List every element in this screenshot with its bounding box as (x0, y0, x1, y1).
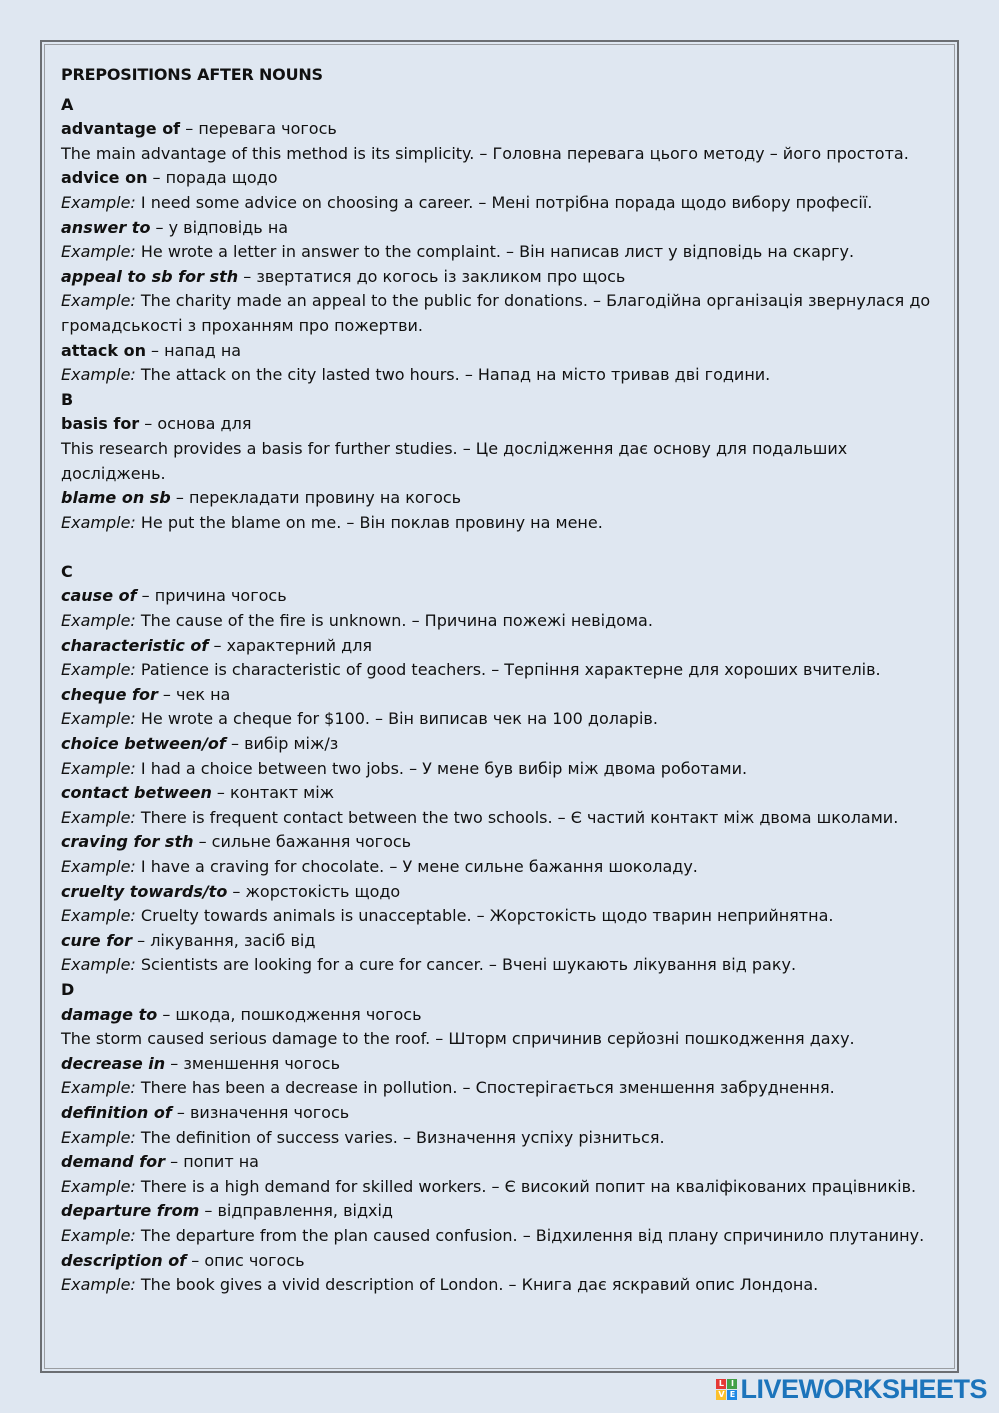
entry-example (61, 289, 941, 338)
example-text: The departure from the plan caused confusion. – Відхилення від плану спричинило плутанину. (135, 1225, 925, 1245)
section-letter: D (61, 979, 75, 999)
entry-heading (61, 584, 941, 609)
example-text: There is a high demand for skilled workers. – Є високий попит на кваліфікованих працівників. (135, 1176, 917, 1196)
entry-example (61, 1175, 941, 1200)
entry-translation: – причина чогось (136, 586, 287, 606)
entry-example (61, 1126, 941, 1151)
example-text: Patience is characteristic of good teachers. – Терпіння характерне для хороших вчителів. (135, 660, 881, 680)
example-text: He put the blame on me. – Він поклав провину на мене. (135, 512, 603, 532)
entry-heading (61, 117, 941, 142)
entry-term: description of (61, 1250, 187, 1270)
entry-translation: – перекладати провину на когось (170, 488, 462, 508)
entry-example (61, 707, 941, 732)
entry-term: contact between (61, 783, 212, 803)
entry-example (61, 953, 941, 978)
entry-heading (61, 781, 941, 806)
entry-heading (61, 265, 941, 290)
example-label: Example: (61, 709, 136, 729)
entry-translation: – визначення чогось (171, 1102, 350, 1122)
entry-translation: – жорстокість щодо (227, 881, 401, 901)
entry-translation: – зменшення чогось (165, 1053, 340, 1073)
example-label: Example: (61, 758, 136, 778)
logo-tile: L (716, 1379, 726, 1389)
entry-heading (61, 830, 941, 855)
example-label: Example: (61, 906, 136, 926)
entry-term: appeal to sb for sth (61, 266, 239, 286)
entry-heading (61, 880, 941, 905)
entry-heading (61, 339, 941, 364)
example-label: Example: (61, 857, 136, 876)
example-text: The definition of success varies. – Визначення успіху різниться. (135, 1127, 665, 1147)
entry-example (61, 855, 941, 880)
entry-heading (61, 634, 941, 659)
entry-term: advice on (61, 168, 148, 188)
entry-example (61, 1076, 941, 1101)
worksheet-content (61, 63, 941, 1298)
entry-heading (61, 1249, 941, 1274)
entry-translation: – у відповідь на (150, 217, 289, 237)
entry-translation: – опис чогось (186, 1250, 305, 1270)
example-label: Example: (61, 242, 136, 262)
example-label: Example: (61, 660, 136, 680)
example-text: I have a craving for chocolate. – У мене сильне бажання шоколаду. (135, 857, 698, 876)
example-text: The attack on the city lasted two hours. – Напад на місто тривав дві години. (135, 365, 771, 385)
section-letter: C (61, 561, 73, 581)
entry-heading (61, 1052, 941, 1077)
entry-example (61, 1027, 941, 1052)
entry-example (61, 1273, 941, 1298)
example-text: There has been a decrease in pollution. – Спостерігається зменшення забруднення. (135, 1078, 835, 1098)
entry-term: cruelty towards/to (61, 881, 228, 901)
entry-term: demand for (61, 1152, 166, 1172)
section-spacer (61, 535, 941, 560)
entry-example (61, 240, 941, 265)
entry-translation: – вибір між/з (225, 734, 339, 754)
entry-term: choice between/of (61, 734, 226, 754)
section-letter: B (61, 389, 74, 409)
entry-term: characteristic of (61, 635, 209, 655)
brand-text: LIVEWORKSHEETS (740, 1374, 987, 1404)
entry-heading (61, 216, 941, 241)
entry-term: damage to (61, 1004, 158, 1024)
example-label: Example: (61, 1127, 136, 1147)
entry-example (61, 437, 941, 486)
entry-example (61, 806, 941, 831)
example-text: There is frequent contact between the two schools. – Є частий контакт між двома школами. (135, 807, 899, 827)
liveworksheets-logo-icon (716, 1379, 737, 1400)
entry-translation: – шкода, пошкодження чогось (157, 1004, 422, 1024)
entry-translation: – перевага чогось (180, 119, 337, 139)
entry-term: answer to (61, 217, 151, 237)
entry-term: advantage of (61, 119, 181, 139)
entry-term: cause of (61, 586, 137, 606)
entry-heading (61, 1101, 941, 1126)
entry-term: basis for (61, 414, 140, 434)
example-text: He wrote a cheque for $100. – Він виписав чек на 100 доларів. (135, 709, 658, 729)
example-label: Example: (61, 807, 136, 827)
entry-term: definition of (61, 1102, 172, 1122)
entry-example (61, 658, 941, 683)
example-label: Example: (61, 1225, 136, 1245)
logo-tile: I (727, 1379, 737, 1389)
entry-term: cure for (61, 930, 133, 950)
example-text: I had a choice between two jobs. – У мене був вибір між двома роботами. (135, 758, 748, 778)
example-text: I need some advice on choosing a career. – Мені потрібна порада щодо вибору професії. (135, 192, 873, 212)
entry-example (61, 142, 941, 167)
example-label: Example: (61, 365, 136, 385)
entry-term: cheque for (61, 684, 158, 704)
example-text: This research provides a basis for further studies. – Це дослідження дає основу для подальших досліджень. (61, 438, 848, 483)
example-text: Scientists are looking for a cure for cancer. – Вчені шукають лікування від раку. (135, 955, 797, 975)
logo-tile: E (727, 1390, 737, 1400)
entry-heading (61, 486, 941, 511)
section-letter: A (61, 94, 74, 114)
example-text: Cruelty towards animals is unacceptable. – Жорстокість щодо тварин неприйнятна. (135, 906, 834, 926)
example-label: Example: (61, 611, 136, 631)
entry-translation: – характерний для (208, 635, 373, 655)
entry-translation: – чек на (157, 684, 231, 704)
entry-term: craving for sth (61, 832, 194, 852)
entry-term: blame on sb (61, 488, 171, 508)
example-label: Example: (61, 291, 136, 311)
entry-translation: – контакт між (211, 783, 335, 803)
entry-example (61, 191, 941, 216)
entry-term: attack on (61, 340, 146, 360)
entry-heading (61, 1150, 941, 1175)
entry-heading (61, 1199, 941, 1224)
entry-translation: – лікування, засіб від (132, 930, 316, 950)
page-title: PREPOSITIONS AFTER NOUNS (61, 65, 323, 84)
entry-translation: – звертатися до когось із закликом про щось (238, 266, 626, 286)
sections-container (61, 93, 941, 1298)
entry-example (61, 1224, 941, 1249)
example-label: Example: (61, 512, 136, 532)
entry-heading (61, 412, 941, 437)
example-text: The storm caused serious damage to the roof. – Шторм спричинив серйозні пошкодження даху. (61, 1029, 855, 1049)
entry-example (61, 609, 941, 634)
entry-heading (61, 732, 941, 757)
example-label: Example: (61, 1275, 136, 1295)
example-text: The book gives a vivid description of London. – Книга дає яскравий опис Лондона. (135, 1275, 819, 1295)
example-text: He wrote a letter in answer to the complaint. – Він написав лист у відповідь на скаргу. (135, 242, 855, 262)
example-text: The main advantage of this method is its simplicity. – Головна перевага цього методу – його простота. (61, 143, 909, 163)
entry-example (61, 363, 941, 388)
liveworksheets-brand[interactable] (716, 1374, 987, 1405)
example-label: Example: (61, 1176, 136, 1196)
entry-translation: – порада щодо (147, 168, 278, 188)
entry-translation: – напад на (145, 340, 242, 360)
example-label: Example: (61, 1078, 136, 1098)
entry-translation: – основа для (139, 414, 252, 434)
entry-term: departure from (61, 1201, 200, 1221)
example-text: The cause of the fire is unknown. – Причина пожежі невідома. (135, 611, 653, 631)
entry-example (61, 511, 941, 536)
entry-translation: – попит на (165, 1152, 259, 1172)
example-label: Example: (61, 192, 136, 212)
entry-translation: – відправлення, відхід (199, 1201, 393, 1221)
worksheet-frame (40, 40, 959, 1373)
entry-term: decrease in (61, 1053, 166, 1073)
entry-heading (61, 683, 941, 708)
entry-heading (61, 929, 941, 954)
example-label: Example: (61, 955, 136, 975)
logo-tile: V (718, 1390, 725, 1399)
entry-example (61, 904, 941, 929)
entry-heading (61, 1003, 941, 1028)
entry-translation: – сильне бажання чогось (193, 832, 412, 852)
entry-example (61, 757, 941, 782)
example-text: The charity made an appeal to the public for donations. – Благодійна організація звернулася до громадськості з проханням про пожертви. (61, 291, 931, 335)
entry-heading (61, 166, 941, 191)
